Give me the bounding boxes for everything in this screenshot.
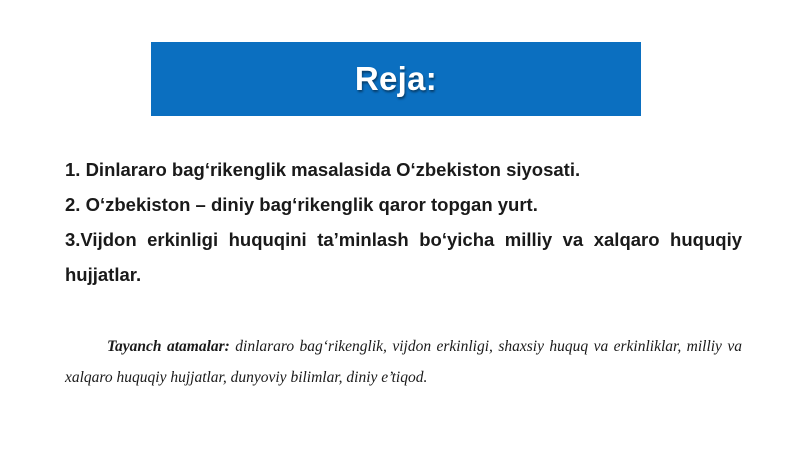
- title-banner: [151, 42, 641, 116]
- plan-list: [65, 152, 742, 292]
- plan-item-1: 1. Dinlararo bag‘rikenglik masalasida O‘zbekiston siyosati.: [65, 159, 581, 180]
- keywords-paragraph: [65, 331, 742, 393]
- plan-item-2: 2. O‘zbekiston – diniy bag‘rikenglik qaror topgan yurt.: [65, 194, 538, 215]
- slide-title: Reja:: [354, 60, 438, 97]
- keywords-label: Tayanch atamalar:: [107, 338, 230, 355]
- plan-item-3: 3.Vijdon erkinligi huquqini ta’minlash bo‘yicha milliy va xalqaro huquqiy hujjatlar.: [65, 229, 742, 285]
- keywords-text: dinlararo bag‘rikenglik, vijdon erkinligi, shaxsiy huquq va erkinliklar, milliy va xalqaro huquqiy hujjatlar, dunyoviy bilimlar, diniy e’tiqod.: [65, 338, 742, 386]
